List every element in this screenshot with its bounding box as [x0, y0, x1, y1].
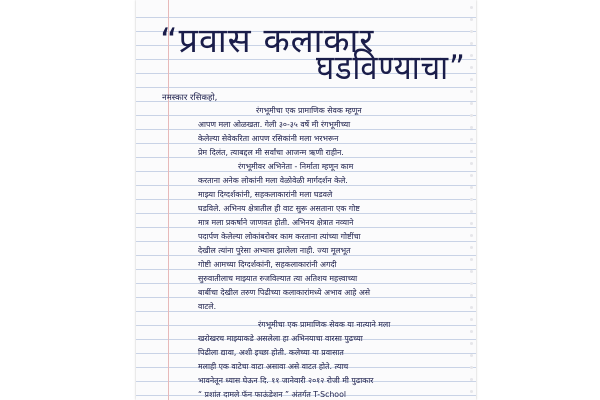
spiral-hole [470, 198, 473, 201]
paragraph-2-line: देखील त्यांना पुरेसा अभ्यास झालेला नाही. ज्या मूलभूत [198, 246, 351, 255]
spiral-hole [470, 222, 473, 225]
spiral-hole [470, 258, 473, 261]
paragraph-3-line: मलाही एक वाटेचा वाटा असावा असे वाटत होते. त्याच [198, 362, 349, 371]
paragraph-1-line: प्रेम दिलंत, त्याबद्दल मी सर्वांचा आजन्म ऋणी राहीन. [198, 148, 344, 157]
paragraph-3-line: पिढीला द्यावा, अशी इच्छा होती. कलेच्या या प्रवासात [198, 348, 344, 357]
paragraph-2-line: मात्र मला प्रकर्षाने जाणवत होती. अभिनय क्षेत्रात नव्याने [198, 218, 354, 227]
spiral-hole [470, 390, 473, 393]
spiral-hole [470, 378, 473, 381]
paragraph-1-line: रंगभूमीचा एक प्रामाणिक सेवक म्हणून [256, 106, 362, 115]
spiral-hole [470, 174, 473, 177]
title-line-2: घडविण्याचा” [316, 48, 466, 88]
paragraph-2-line: रंगभूमीवर अभिनेता - निर्माता म्हणून काम [238, 162, 354, 171]
paragraph-3-line: “ प्रशांत दामले फॅन फाऊंडेशन ” अंतर्गत T-School [198, 390, 347, 399]
spiral-hole [470, 138, 473, 141]
spiral-hole [470, 66, 473, 69]
paragraph-2-line: सुरुवातीलाच माझ्यात रुजविल्यात त्या अतिशय महत्त्वाच्या [198, 274, 358, 283]
salutation: नमस्कार रसिकहो, [162, 93, 218, 103]
paragraph-1-line: आपण मला ओळखता. गेली ३०-३५ वर्षे मी रंगभूमीच्या [198, 120, 351, 129]
spiral-hole [470, 78, 473, 81]
paragraph-2-line: गोष्टी आमच्या दिग्दर्शकांनी, सहकलाकारांनी अगदी [198, 260, 337, 269]
spiral-hole [470, 282, 473, 285]
spiral-hole [470, 330, 473, 333]
spiral-hole [470, 162, 473, 165]
notebook-page [136, 0, 476, 400]
paragraph-3-line: रंगभूमीचा एक प्रामाणिक सेवक या नात्याने मला [258, 320, 391, 329]
spiral-hole [470, 270, 473, 273]
spiral-hole [470, 18, 473, 21]
paragraph-2-line: पदार्पण केलेल्या लोकांबरोबर काम करताना त्यांच्या गोष्टींचा [198, 232, 361, 241]
spiral-hole [470, 54, 473, 57]
spiral-hole [470, 30, 473, 33]
spiral-hole [470, 90, 473, 93]
spiral-hole [470, 102, 473, 105]
spiral-hole [470, 318, 473, 321]
spiral-hole [470, 126, 473, 129]
spiral-hole [470, 150, 473, 153]
paragraph-2-line: वाटले. [198, 302, 217, 311]
spiral-hole [470, 42, 473, 45]
spiral-hole [470, 306, 473, 309]
paragraph-3-line: खरोखरच माझ्याकडे असलेला हा अभिनयाचा वारसा पुढच्या [198, 334, 363, 343]
spiral-hole [470, 342, 473, 345]
paragraph-2-line: बाबींचा देखील तरुण पिढीच्या कलाकारांमध्ये अभाव आहे असे [198, 288, 371, 297]
spiral-hole [470, 366, 473, 369]
spiral-hole [470, 114, 473, 117]
title-line-1: “प्रवास कलाकार [160, 21, 375, 61]
paragraph-2-line: माझ्या दिग्दर्शकांनी, सहकलाकारांनी मला घडवले [198, 190, 333, 199]
spiral-hole [470, 6, 473, 9]
paragraph-1-line: केलेल्या सेवेकरिता आपण रसिकांनी मला भरभरून [198, 134, 339, 143]
paragraph-3-line: भावनेतून ध्यास घेऊन दि. ११ जानेवारी २०१२ रोजी मी पुढाकार [198, 376, 374, 385]
spiral-hole [470, 210, 473, 213]
spiral-hole [470, 186, 473, 189]
paragraph-2-line: घडविले. अभिनय क्षेत्रातील ही वाट सुरू असताना एक गोष्ट [198, 204, 360, 213]
spiral-hole [470, 234, 473, 237]
spiral-hole [470, 354, 473, 357]
spiral-hole [470, 294, 473, 297]
spiral-hole [470, 246, 473, 249]
paragraph-2-line: करताना अनेक लोकांनी मला वेळोवेळी मार्गदर्शन केले. [198, 176, 348, 185]
